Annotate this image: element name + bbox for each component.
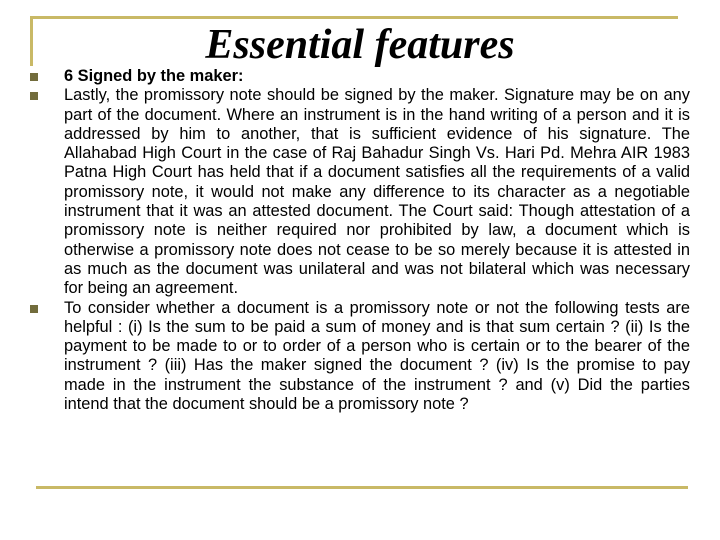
bullet-text: To consider whether a document is a promissory note or not the following tests are helpful : (i) Is the sum to be paid a sum of money and is that sum certain ? (ii) Is the payment to be made to or to order of a person who is certain or to the bearer of the instrument ? (iii) Has the maker signed the document ? (iv) Is the promise to pay made in the instrument the substance of the instrument ? and (v) Did the parties intend that the document should be a promissory note ? <box>64 298 690 414</box>
square-bullet-icon <box>30 92 38 100</box>
top-rule <box>30 16 678 19</box>
bullet-item <box>30 67 690 86</box>
bullet-heading: 6 Signed by the maker: <box>64 67 244 85</box>
square-bullet-icon <box>30 73 38 81</box>
bottom-rule <box>36 486 688 489</box>
slide-title: Essential features <box>205 22 515 68</box>
square-bullet-icon <box>30 305 38 313</box>
slide-body <box>30 67 690 414</box>
bullet-item <box>30 86 690 298</box>
bullet-item <box>30 299 690 415</box>
bullet-text: Lastly, the promissory note should be signed by the maker. Signature may be on any part of the document. Where an instrument is in the hand writing of a person and it is addressed by him to another, that is sufficient evidence of his signature. The Allahabad High Court in the case of Raj Bahadur Singh Vs. Hari Pd. Mehra AIR 1983 Patna High Court has held that if a document satisfies all the requirements of a valid promissory note, it would not make any difference to its character as a negotiable instrument that it was an attested document. The Court said: Though attestation of a promissory note is neither required nor prohibited by law, a document which is otherwise a promissory note does not cease to be so merely because it is attested in as much as the document was unilateral and was not bilateral which was necessary for being an agreement. <box>64 86 690 298</box>
